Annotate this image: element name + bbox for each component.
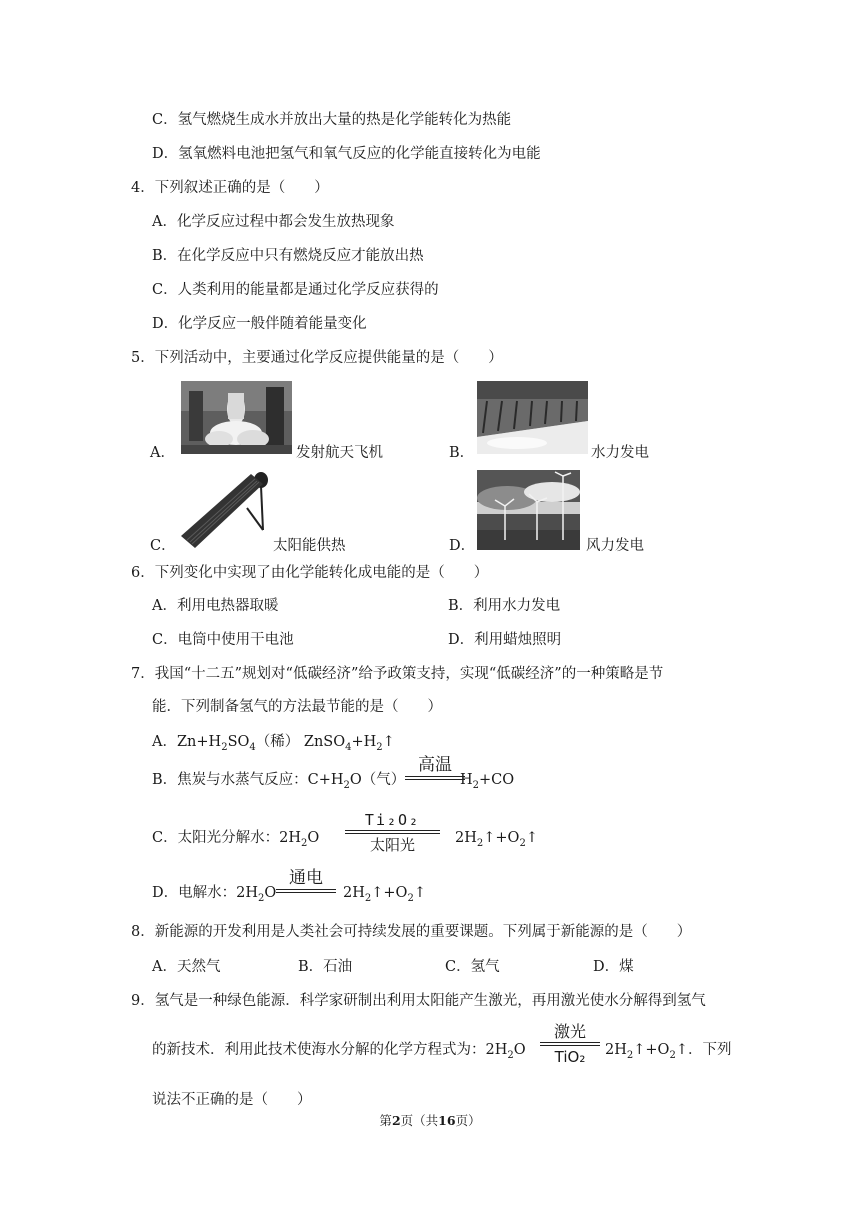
q7-option-d-text: D．电解水：$2H_2O$ — [152, 885, 277, 904]
q5-option-b-letter: B． — [449, 445, 475, 461]
q9-stem-line2-text: 的新技术．利用此技术使海水分解的化学方程式为：$2H_2O$ — [152, 1042, 526, 1061]
q7-option-a: A．$Zn+H_2SO_4$（稀） $ZnSO_4+H_2↑$ — [152, 734, 395, 753]
q8-stem: 8．新能源的开发利用是人类社会可持续发展的重要课题。下列属于新能源的是（ ） — [131, 924, 692, 940]
hydropower-dam-image — [477, 381, 588, 454]
wind-farm-image — [477, 470, 580, 550]
q6-option-a: A．利用电热器取暖 — [152, 598, 279, 614]
q8-option-d: D．煤 — [593, 959, 634, 975]
q4-option-a: A．化学反应过程中都会发生放热现象 — [152, 214, 395, 230]
q5-option-c-text: 太阳能供热 — [273, 538, 346, 554]
q6-option-d: D．利用蜡烛照明 — [448, 632, 562, 648]
q8-option-a: A．天然气 — [152, 959, 221, 975]
q7-stem-line2: 能．下列制备氢气的方法最节能的是（ ） — [152, 699, 442, 715]
space-shuttle-launch-image — [181, 381, 292, 454]
q5-option-d-letter: D． — [449, 538, 476, 554]
q9-stem-line3: 说法不正确的是（ ） — [152, 1092, 312, 1108]
q4-option-d: D．化学反应一般伴随着能量变化 — [152, 316, 367, 332]
q5-option-b-text: 水力发电 — [591, 445, 649, 461]
q3-option-c: C．氢气燃烧生成水并放出大量的热是化学能转化为热能 — [152, 112, 512, 128]
q9-stem-line2-product: $2H_2↑+O_2↑$．下列 — [605, 1042, 732, 1061]
q9-equation-condition: 激光 TiO₂ — [540, 1022, 600, 1068]
q4-option-b: B．在化学反应中只有燃烧反应才能放出热 — [152, 248, 424, 264]
q5-option-a-letter: A． — [150, 445, 175, 461]
q7-option-c-text: C．太阳光分解水：$2H_2O$ — [152, 830, 320, 849]
q7-option-b-text: B．焦炭与水蒸气反应：$C+H_2O$（气） — [152, 772, 406, 791]
q7-option-c-condition: Ti₂O₂ 太阳光 — [345, 810, 440, 856]
q6-option-c: C．电筒中使用干电池 — [152, 632, 294, 648]
q7-option-d-condition: 通电 — [276, 867, 336, 893]
q3-option-d: D．氢氧燃料电池把氢气和氧气反应的化学能直接转化为电能 — [152, 146, 541, 162]
q4-stem: 4．下列叙述正确的是（ ） — [131, 180, 329, 196]
q7-stem-line1: 7．我国“十二五”规划对“低碳经济”给予政策支持，实现“低碳经济”的一种策略是节 — [131, 666, 664, 682]
q6-stem: 6．下列变化中实现了由化学能转化成电能的是（ ） — [131, 565, 489, 581]
q5-option-d-text: 风力发电 — [586, 538, 644, 554]
q4-option-c: C．人类利用的能量都是通过化学反应获得的 — [152, 282, 439, 298]
q6-option-b: B．利用水力发电 — [448, 598, 561, 614]
q8-option-b: B．石油 — [298, 959, 353, 975]
q5-option-c-letter: C． — [150, 538, 176, 554]
q7-option-b-product: $H_2+CO$ — [460, 772, 515, 791]
solar-water-heater-image — [177, 468, 269, 550]
q7-option-d-product: $2H_2↑+O_2↑$ — [343, 885, 426, 904]
q8-option-c: C．氢气 — [445, 959, 500, 975]
page-footer: 第2页（共16页） — [379, 1113, 481, 1128]
q5-option-a-text: 发射航天飞机 — [296, 445, 383, 461]
q5-stem: 5．下列活动中，主要通过化学反应提供能量的是（ ） — [131, 350, 503, 366]
q9-stem-line1: 9．氢气是一种绿色能源．科学家研制出利用太阳能产生激光，再用激光使水分解得到氢气 — [131, 993, 706, 1009]
q7-option-b-condition: 高温 — [405, 754, 465, 780]
q7-option-c-product: $2H_2↑+O_2↑$ — [455, 830, 538, 849]
